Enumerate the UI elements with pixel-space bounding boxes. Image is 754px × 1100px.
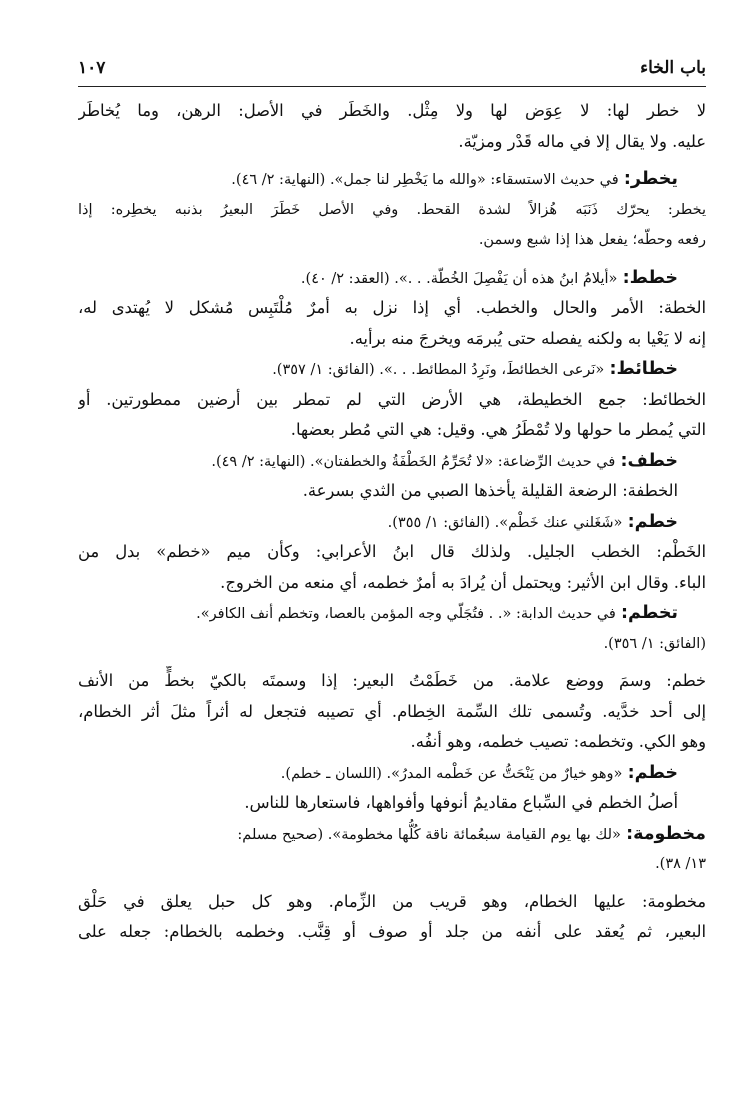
body-line: الخطائط: جمع الخطيطة، هي الأرض التي لم تمطر بين أرضين ممطورتين. أو [78,389,706,409]
body-line: إلى أحد خدَّيه. وتُسمى تلك السِّمة الخِطام. أي تصيبه فتجعل له أثراً مثلَ أثر الخطام، [78,701,706,721]
body-line: الخَطْم: الخطب الجليل. ولذلك قال ابنُ الأعرابي: وكأن ميم «خطم» بدل من [78,542,706,561]
body-line: الخطة: الأمر والحال والخطب. أي إذا نزل به أمرٌ مُلْتَبِس مُشكل لا يُهتدى له، [78,298,706,317]
body-line: يخطر: يحرّك ذَنَبَه هُزالاً لشدة القحط. وفي الأصل خَطَرَ البعيرُ بذنبه يخطِره: إذا [78,201,706,218]
entry-quote: «أيلامُ ابنُ هذه أن يَفْصِلَ الخُطّة. . .». (العقد: ٢/ ٤٠). [300,270,618,287]
headword: خطائط: [609,359,678,379]
entry-quote-continuation: ١٣/ ٣٨). [655,856,706,872]
headword: تخطم: [621,603,678,623]
entry-heading-line [78,354,706,385]
body-line: التي يُمطر ما حولها ولا تُمْطَرُ هي. وقيل: هي التي مُطر بعضها. [290,420,706,439]
entry-quote: في حديث الرِّضاعة: «لا تُحَرِّمُ الخَطْفَةُ والخطفتان». (النهاية: ٢/ ٤٩). [211,453,616,470]
entry-heading-line [78,758,706,789]
body-line: عليه. ولا يقال إلا في ماله قَدْر ومزيّة. [458,131,706,151]
headword: يخطر: [623,169,678,189]
entry-quote: في حديث الاستسقاء: «والله ما يَخْطِر لنا جمل». (النهاية: ٢/ ٤٦). [231,172,619,188]
entry-quote: «لك بها يوم القيامة سبعُمائة ناقة كُلُّها مخطومة». (صحيح مسلم: [237,826,621,843]
headword: مخطومة: [626,823,706,844]
entry-heading-line [78,446,706,477]
headword: خطف: [620,450,678,471]
body-line: أصلُ الخطم في السِّباع مقاديمُ أنوفها وأفواهها، فاستعارها للناس. [244,793,678,812]
entry-heading-line [78,819,706,850]
body-line: رفعه وحطّه؛ يفعل هذا إذا شبع وسمن. [478,232,706,248]
page-number: ١٠٧ [78,58,106,78]
entry-quote: «نَرعى الخطائطَ، ونَرِدُ المطائط. . .». (الفائق: ١/ ٣٥٧). [272,362,605,378]
entry-quote: في حديث الدابة: «. . فتُجَلّي وجه المؤمن بالعصا، وتخطم أنف الكافر». [196,606,616,622]
body-line: الخطفة: الرضعة القليلة يأخذها الصبي من الثدي بسرعة. [302,481,678,500]
body-line: لا خطر لها: لا عِوَض لها ولا مِثْل. والخَطَر في الأصل: الرهن، وما يُخاطَر [78,101,706,120]
body-line: البعير، ثم يُعقد على أنفه من جلد أو صوف أو قِنَّب. وخطمه بالخطام: جعله على [78,922,706,941]
body-line: الباء. وقال ابن الأثير: ويحتمل أن يُرادَ به أمرٌ خطمه، أي منعه من الخروج. [220,572,706,592]
entry-quote-continuation: (الفائق: ١/ ٣٥٦). [603,635,706,652]
chapter-title: باب الخاء [640,58,706,78]
entry-heading-line [78,164,706,195]
entry-quote: «وهو خيارٌ من يَنْحَتُّ عن خَطْمه المدرُ». (اللسان ـ خطم). [280,765,623,782]
entry-heading-line [78,598,706,629]
entry-quote: «شَغَلني عنك خَطْم». (الفائق: ١/ ٣٥٥). [387,514,623,531]
page-body [78,96,706,948]
body-line: إنه لا يَعْيا به ولكنه يفصله حتى يُبرمَه ويخرجَ منه برأيه. [349,328,706,348]
entry-heading-line [78,507,706,538]
header-rule [78,86,706,87]
headword: خطم: [627,511,678,532]
headword: خطط: [622,267,678,288]
body-line: مخطومة: عليها الخطام، وهو قريب من الزِّمام. وهو كل حبل يعلق في حَلْق [78,891,706,911]
page-header [78,58,706,82]
headword: خطم: [627,762,678,783]
body-line: خطم: وسمَ ووضع علامة. من خَطَمْتُ البعير: إذا وسمتَه بالكيّ بخطٍّ من الأنف [78,671,706,690]
body-line: وهو الكي. وتخطمه: تصيب خطمه، وهو أنفُه. [410,732,706,751]
entry-heading-line [78,263,706,294]
